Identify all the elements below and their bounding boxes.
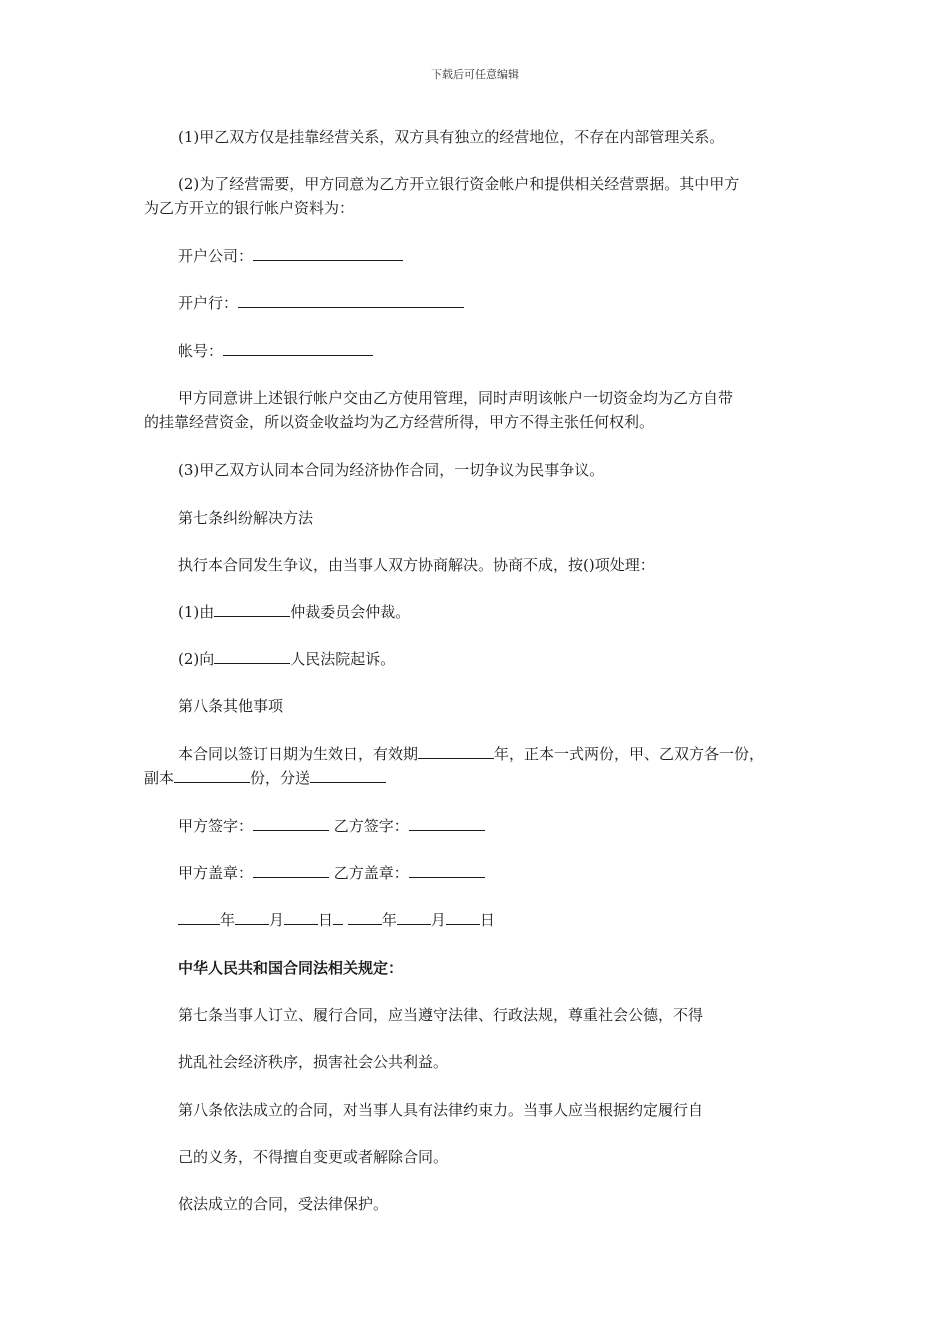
article-8-line-1 xyxy=(178,743,764,765)
law-article-8-line-1: 第八条依法成立的合同，对当事人具有法律约束力。当事人应当根据约定履行自 xyxy=(178,1101,704,1119)
court-field[interactable] xyxy=(214,648,290,664)
law-article-8-line-2: 己的义务，不得擅自变更或者解除合同。 xyxy=(178,1148,449,1166)
article-8-line-2 xyxy=(144,767,386,789)
date-2-day-field[interactable] xyxy=(446,909,480,925)
option-2-prefix: (2)向 xyxy=(178,650,215,668)
law-section-title: 中华人民共和国合同法相关规定： xyxy=(178,959,404,977)
article-8-copies-label: 副本 xyxy=(144,769,175,787)
option-2-suffix: 人民法院起诉。 xyxy=(290,650,396,668)
party-a-sign-label: 甲方签字： xyxy=(178,817,254,835)
year-label: 年 xyxy=(381,911,397,929)
party-a-sign-field[interactable] xyxy=(253,815,329,831)
option-1-suffix: 仲裁委员会仲裁。 xyxy=(290,603,411,621)
company-label: 开户公司： xyxy=(178,247,254,265)
date-row xyxy=(178,909,495,931)
company-row xyxy=(178,245,403,267)
law-article-7-line-1: 第七条当事人订立、履行合同，应当遵守法律、行政法规，尊重社会公德，不得 xyxy=(178,1006,704,1024)
party-b-seal-label: 乙方盖章： xyxy=(333,864,409,882)
article-8-text-a: 本合同以签订日期为生效日，有效期 xyxy=(178,745,419,763)
day-label: 日 xyxy=(479,911,495,929)
party-a-seal-label: 甲方盖章： xyxy=(178,864,254,882)
date-separator xyxy=(333,909,343,925)
article-8-distribute-label: 份，分送 xyxy=(250,769,311,787)
copies-field[interactable] xyxy=(174,767,250,783)
date-1-year-field[interactable] xyxy=(178,909,220,925)
arbitration-field[interactable] xyxy=(214,601,290,617)
page-header: 下载后可任意编辑 xyxy=(431,68,519,81)
law-article-8-line-3: 依法成立的合同，受法律保护。 xyxy=(178,1195,389,1213)
distribute-field[interactable] xyxy=(310,767,386,783)
seal-row xyxy=(178,862,485,884)
bank-row xyxy=(178,292,464,314)
clause-3: (3)甲乙双方认同本合同为经济协作合同，一切争议为民事争议。 xyxy=(178,461,605,479)
clause-2-line-1: (2)为了经营需要，甲方同意为乙方开立银行资金帐户和提供相关经营票据。其中甲方 xyxy=(178,175,740,193)
option-1 xyxy=(178,601,410,623)
month-label: 月 xyxy=(269,911,285,929)
party-b-sign-label: 乙方签字： xyxy=(333,817,409,835)
bank-field[interactable] xyxy=(238,292,464,308)
article-8-text-b: 年，正本一式两份，甲、乙双方各一份， xyxy=(494,745,765,763)
article-7-text: 执行本合同发生争议，由当事人双方协商解决。协商不成，按()项处理： xyxy=(178,556,655,574)
party-b-seal-field[interactable] xyxy=(409,862,485,878)
account-field[interactable] xyxy=(223,340,373,356)
article-8-title: 第八条其他事项 xyxy=(178,697,284,715)
clause-1: (1)甲乙双方仅是挂靠经营关系，双方具有独立的经营地位，不存在内部管理关系。 xyxy=(178,128,725,146)
day-label: 日 xyxy=(318,911,334,929)
account-row xyxy=(178,340,373,362)
date-2-year-field[interactable] xyxy=(348,909,382,925)
party-a-seal-field[interactable] xyxy=(253,862,329,878)
paragraph-3-line-1: 甲方同意讲上述银行帐户交由乙方使用管理，同时声明该帐户一切资金均为乙方自带 xyxy=(178,389,734,407)
date-1-month-field[interactable] xyxy=(235,909,269,925)
date-2-month-field[interactable] xyxy=(397,909,431,925)
validity-years-field[interactable] xyxy=(418,743,494,759)
bank-label: 开户行： xyxy=(178,294,239,312)
year-label: 年 xyxy=(220,911,236,929)
party-b-sign-field[interactable] xyxy=(409,815,485,831)
date-1-day-field[interactable] xyxy=(284,909,318,925)
account-label: 帐号： xyxy=(178,342,224,360)
option-2 xyxy=(178,648,395,670)
law-article-7-line-2: 扰乱社会经济秩序，损害社会公共利益。 xyxy=(178,1053,449,1071)
article-7-title: 第七条纠纷解决方法 xyxy=(178,509,314,527)
month-label: 月 xyxy=(430,911,446,929)
option-1-prefix: (1)由 xyxy=(178,603,215,621)
paragraph-3-line-2: 的挂靠经营资金，所以资金收益均为乙方经营所得，甲方不得主张任何权利。 xyxy=(144,413,655,431)
company-field[interactable] xyxy=(253,245,403,261)
clause-2-line-2: 为乙方开立的银行帐户资料为： xyxy=(144,199,355,217)
signature-row xyxy=(178,815,485,837)
